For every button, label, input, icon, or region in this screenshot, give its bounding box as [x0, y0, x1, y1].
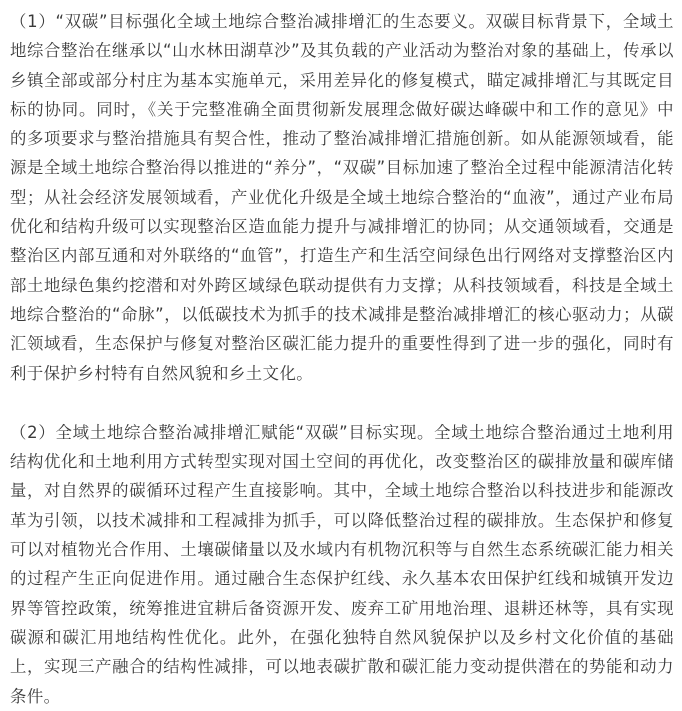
paragraph-2: （2）全域土地综合整治减排增汇赋能“双碳”目标实现。全域土地综合整治通过土地利用结构优化和土地利用方式转型实现对国土空间的再优化，改变整治区的碳排放量和碳库储量，对自然界的碳循环过程产生直接影响。其中，全域土地综合整治以科技进步和能源改革为引领，以技术减排和工程减排为抓手，可以降低整治过程的碳排放。生态保护和修复可以对植物光合作用、土壤碳储量以及水域内有机物沉积等与自然生态系统碳汇能力相关的过程产生正向促进作用。通过融合生态保护红线、永久基本农田保护红线和城镇开发边界等管控政策，统筹推进宜耕后备资源开发、废弃工矿用地治理、退耕还林等，具有实现碳源和碳汇用地结构性优化。此外，在强化独特自然风貌保护以及乡村文化价值的基础上，实现三产融合的结构性减排，可以地表碳扩散和碳汇能力变动提供潜在的势能和动力条件。 — [10, 422, 674, 706]
paragraph-1: （1）“双碳”目标强化全域土地综合整治减排增汇的生态要义。双碳目标背景下，全域土地综合整治在继承以“山水林田湖草沙”及其负载的产业活动为整治对象的基础上，传承以乡镇全部或部分村庄为基本实施单元，采用差异化的修复模式，瞄定减排增汇与其既定目标的协同。同时，《关于完整准确全面贯彻新发展理念做好碳达峰碳中和工作的意见》中的多项要求与整治措施具有契合性，推动了整治减排增汇措施创新。如从能源领域看，能源是全域土地综合整治得以推进的“养分”，“双碳”目标加速了整治全过程中能源清洁化转型；从社会经济发展领域看，产业优化升级是全域土地综合整治的“血液”，通过产业布局优化和结构升级可以实现整治区造血能力提升与减排增汇的协同；从交通领域看，交通是整治区内部互通和对外联络的“血管”，打造生产和生活空间绿色出行网络对支撑整治区内部土地绿色集约挖潜和对外跨区域绿色联动提供有力支撑；从科技领域看，科技是全域土地综合整治的“命脉”，以低碳技术为抓手的技术减排是整治减排增汇的核心驱动力；从碳汇领域看，生态保护与修复对整治区碳汇能力提升的重要性得到了进一步的强化，同时有利于保护乡村特有自然风貌和乡土文化。 — [10, 12, 674, 383]
